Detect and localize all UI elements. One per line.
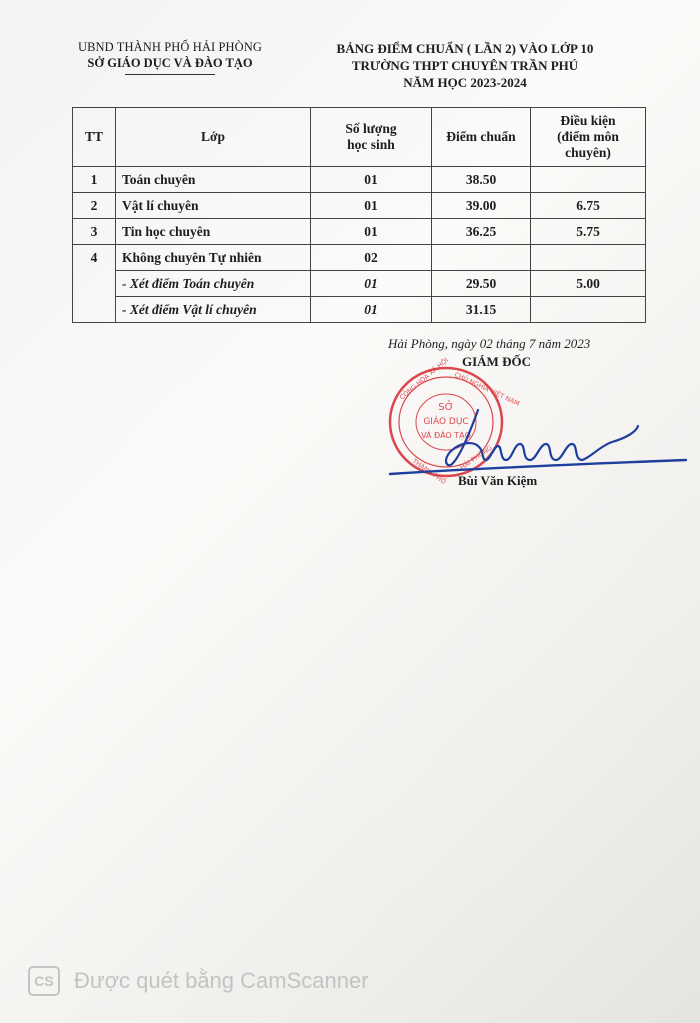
- cell-dieu-kien: 6.75: [531, 193, 646, 219]
- document-title: [300, 40, 630, 91]
- header-so-luong: [311, 108, 432, 167]
- cell-tt: 4: [73, 245, 116, 323]
- cell-lop: - Xét điểm Toán chuyên: [116, 271, 311, 297]
- header-lop: Lớp: [116, 108, 311, 167]
- cell-so-luong: 01: [311, 193, 432, 219]
- cell-so-luong: 01: [311, 167, 432, 193]
- cell-dieu-kien: [531, 167, 646, 193]
- issuer-department: SỞ GIÁO DỤC VÀ ĐÀO TẠO: [87, 56, 253, 70]
- cell-dieu-kien: 5.75: [531, 219, 646, 245]
- cell-tt: 1: [73, 167, 116, 193]
- stamp-text-so: SỞ: [438, 402, 454, 413]
- stamp-text-dao-tao: VÀ ĐÀO TẠO: [421, 431, 471, 440]
- cell-diem-chuan: 38.50: [432, 167, 531, 193]
- camscanner-logo-icon: CS: [28, 966, 60, 996]
- cell-dieu-kien: [531, 245, 646, 271]
- stamp-text-giao-duc: GIÁO DỤC: [423, 417, 469, 427]
- svg-text:HẢI PHÒNG: HẢI PHÒNG: [458, 443, 494, 472]
- score-table: [72, 107, 646, 323]
- issuer-underline: [125, 74, 215, 75]
- header-dieu-kien: [531, 108, 646, 167]
- header-tt: TT: [73, 108, 116, 167]
- cell-tt: 3: [73, 219, 116, 245]
- issuer-city: UBND THÀNH PHỐ HẢI PHÒNG: [77, 40, 263, 54]
- camscanner-watermark: [28, 966, 369, 996]
- signer-role: GIÁM ĐỐC: [462, 354, 531, 369]
- table-row: [73, 219, 646, 245]
- cell-dieu-kien: 5.00: [531, 271, 646, 297]
- table-row: [73, 167, 646, 193]
- handwritten-signature: [390, 402, 690, 492]
- header-dieu-kien-line1: Điều kiện: [560, 113, 616, 128]
- table-row: [73, 297, 646, 323]
- cell-lop: Toán chuyên: [116, 167, 311, 193]
- table-header-row: [73, 108, 646, 167]
- header-dieu-kien-line2: (điểm môn: [557, 129, 619, 144]
- cell-diem-chuan: 39.00: [432, 193, 531, 219]
- issue-date: Hải Phòng, ngày 02 tháng 7 năm 2023: [388, 336, 591, 351]
- header-dieu-kien-line3: chuyên): [565, 145, 611, 160]
- signer-name: Bùi Văn Kiệm: [458, 473, 538, 488]
- cell-so-luong: 01: [311, 219, 432, 245]
- cell-lop: Tin học chuyên: [116, 219, 311, 245]
- cell-dieu-kien: [531, 297, 646, 323]
- cell-diem-chuan: 31.15: [432, 297, 531, 323]
- header-so-luong-line2: học sinh: [347, 137, 395, 152]
- table-row: [73, 245, 646, 271]
- cell-diem-chuan: 36.25: [432, 219, 531, 245]
- cell-lop: Vật lí chuyên: [116, 193, 311, 219]
- title-line-2: TRƯỜNG THPT CHUYÊN TRẦN PHÚ: [351, 58, 579, 73]
- cell-tt: 2: [73, 193, 116, 219]
- cell-so-luong: 01: [311, 271, 432, 297]
- cell-diem-chuan: [432, 245, 531, 271]
- table-row: [73, 271, 646, 297]
- cell-so-luong: 02: [311, 245, 432, 271]
- header-diem-chuan: Điểm chuẩn: [432, 108, 531, 167]
- svg-text:CỘNG HÒA XÃ HỘI: CỘNG HÒA XÃ HỘI: [398, 356, 450, 402]
- title-line-3: NĂM HỌC 2023-2024: [403, 75, 527, 90]
- watermark-text: Được quét bằng CamScanner: [74, 968, 369, 993]
- issuer-block: [70, 40, 270, 75]
- cell-lop: - Xét điểm Vật lí chuyên: [116, 297, 311, 323]
- table-row: [73, 193, 646, 219]
- svg-text:THÀNH PHỐ: THÀNH PHỐ: [410, 457, 448, 487]
- svg-text:CHỦ NGHĨA VIỆT NAM: CHỦ NGHĨA VIỆT NAM: [453, 370, 521, 408]
- header-so-luong-line1: Số lượng: [345, 121, 397, 136]
- title-line-1: BẢNG ĐIỂM CHUẨN ( LẦN 2) VÀO LỚP 10: [336, 41, 594, 56]
- cell-diem-chuan: 29.50: [432, 271, 531, 297]
- cell-lop: Không chuyên Tự nhiên: [116, 245, 311, 271]
- cell-so-luong: 01: [311, 297, 432, 323]
